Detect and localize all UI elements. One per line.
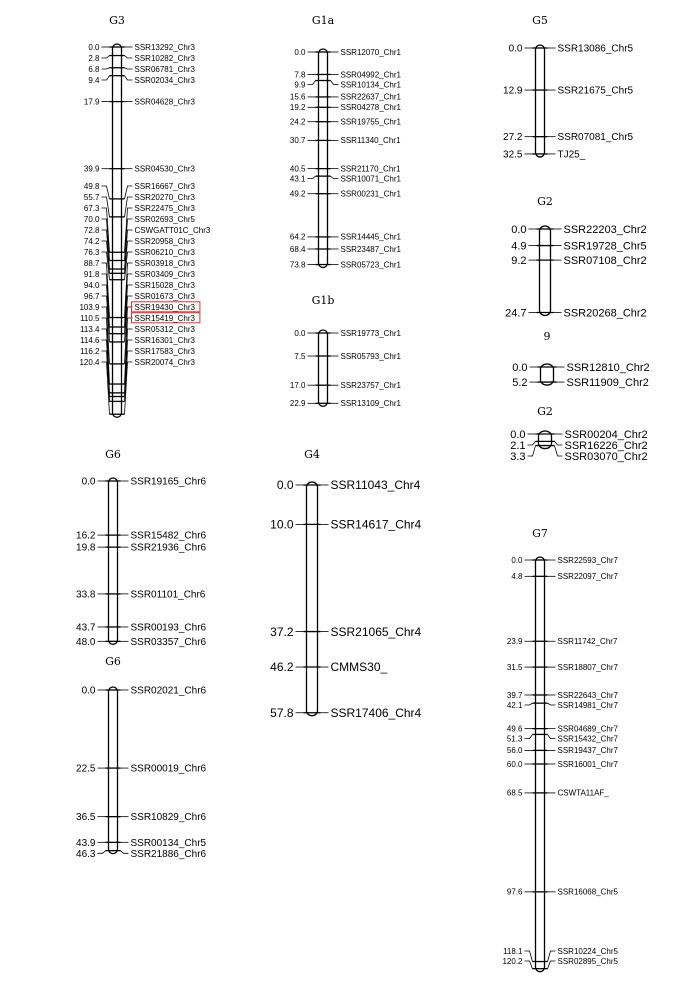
marker-position: 27.2 <box>503 132 523 144</box>
marker-name: SSR20268_Chr2 <box>563 307 647 320</box>
marker-name: SSR04530_Chr3 <box>134 164 195 174</box>
marker-position: 2.8 <box>88 53 100 63</box>
marker-name: SSR12810_Chr2 <box>566 361 650 374</box>
marker-name: SSR11043_Chr4 <box>330 478 421 493</box>
chromosome-bar <box>536 45 545 157</box>
marker-name: SSR14981_Chr7 <box>557 700 618 710</box>
chromosome-bar <box>540 226 551 315</box>
marker-name: SSR04992_Chr1 <box>340 70 401 80</box>
linkage-group-title: G5 <box>532 14 548 27</box>
marker-position: 49.2 <box>289 189 306 199</box>
marker-name: SSR22637_Chr1 <box>340 92 401 102</box>
marker-position: 22.9 <box>289 399 306 409</box>
marker-name: SSR19165_Chr6 <box>130 476 207 488</box>
marker-position: 23.9 <box>506 637 523 647</box>
marker-position: 0.0 <box>81 476 96 488</box>
marker-leader-left <box>525 734 533 738</box>
marker-position: 64.2 <box>289 232 306 242</box>
marker-position: 22.5 <box>76 763 96 775</box>
marker-leader-left <box>525 961 533 969</box>
marker-leader-right <box>125 68 133 69</box>
marker-name: SSR10224_Chr5 <box>557 946 618 956</box>
marker-name: SSR23487_Chr1 <box>340 244 401 254</box>
marker-name: SSR01101_Chr6 <box>130 589 206 601</box>
marker-name: SSR04689_Chr7 <box>557 724 618 734</box>
marker-position: 67.3 <box>83 203 100 213</box>
marker-leader-right <box>548 951 556 962</box>
marker-position: 39.9 <box>83 164 100 174</box>
marker-name: SSR02693_Chr5 <box>134 214 195 224</box>
marker-name: SSR22475_Chr3 <box>134 203 195 213</box>
marker-leader-left <box>102 76 110 80</box>
marker-leader-left <box>102 197 110 217</box>
linkage-group-title: G6 <box>105 448 121 461</box>
chromosome-bar <box>307 482 318 716</box>
marker-name: SSR15419_Chr3 <box>134 313 195 323</box>
marker-position: 0.0 <box>511 555 523 565</box>
marker-name: SSR13292_Chr3 <box>134 42 195 52</box>
marker-position: 4.8 <box>511 572 523 582</box>
marker-position: 48.0 <box>76 636 96 648</box>
marker-name: SSR14617_Chr4 <box>330 517 422 532</box>
marker-name: SSR01673_Chr3 <box>134 291 195 301</box>
marker-leader-right <box>121 851 129 854</box>
marker-position: 70.0 <box>83 214 100 224</box>
marker-position: 9.4 <box>88 75 100 85</box>
marker-name: SSR18807_Chr7 <box>557 662 618 672</box>
marker-name: SSR10829_Chr6 <box>130 812 207 824</box>
marker-position: 7.8 <box>294 70 306 80</box>
marker-name: SSR15028_Chr3 <box>134 280 195 290</box>
marker-leader-right <box>125 76 133 80</box>
linkage-group <box>270 448 421 720</box>
marker-position: 43.7 <box>76 622 96 634</box>
marker-position: 0.0 <box>512 361 528 374</box>
marker-position: 0.0 <box>81 685 96 697</box>
marker-leader-right <box>555 441 563 445</box>
marker-position: 46.3 <box>76 848 96 860</box>
linkage-group-title: G1a <box>311 14 335 27</box>
marker-leader-left <box>525 951 533 962</box>
marker-position: 116.2 <box>80 346 100 356</box>
marker-position: 88.7 <box>83 258 100 268</box>
marker-position: 0.0 <box>508 43 523 55</box>
marker-name: TJ25_ <box>557 149 586 161</box>
marker-name: SSR07081_Chr5 <box>557 132 634 144</box>
linkage-group <box>76 655 207 860</box>
linkage-group-title: G3 <box>109 14 125 27</box>
marker-position: 0.0 <box>294 328 306 338</box>
chromosome-bar <box>319 330 328 406</box>
marker-position: 30.7 <box>289 136 306 146</box>
marker-position: 16.2 <box>76 530 96 542</box>
marker-position: 114.6 <box>80 335 100 345</box>
marker-name: SSR22593_Chr7 <box>557 555 618 565</box>
marker-name: SSR13109_Chr1 <box>340 399 401 409</box>
marker-name: SSR07108_Chr2 <box>563 254 647 267</box>
marker-position: 120.2 <box>502 956 523 966</box>
marker-position: 103.9 <box>79 302 100 312</box>
marker-position: 68.4 <box>289 244 306 254</box>
marker-name: SSR13086_Chr5 <box>557 43 634 55</box>
linkage-group <box>290 294 402 408</box>
marker-position: 42.1 <box>506 700 523 710</box>
marker-position: 68.5 <box>506 788 523 798</box>
marker-leader-left <box>102 56 110 58</box>
marker-name: CSWGATT01C_Chr3 <box>134 225 211 235</box>
linkage-group <box>76 448 207 648</box>
marker-position: 72.8 <box>83 225 100 235</box>
marker-position: 97.6 <box>506 887 523 897</box>
marker-position: 43.9 <box>76 837 96 849</box>
marker-position: 37.2 <box>270 624 294 639</box>
marker-position: 76.3 <box>83 247 100 257</box>
marker-name: SSR15482_Chr6 <box>130 530 207 542</box>
marker-leader-right <box>125 56 133 58</box>
marker-name: SSR16226_Chr2 <box>564 439 648 452</box>
marker-position: 0.0 <box>511 223 527 236</box>
marker-name: SSR16301_Chr3 <box>134 335 195 345</box>
marker-name: SSR17583_Chr3 <box>134 346 195 356</box>
marker-name: SSR14445_Chr1 <box>340 232 401 242</box>
marker-leader-right <box>555 446 563 456</box>
chromosome-bar <box>109 687 118 854</box>
marker-position: 49.8 <box>83 181 100 191</box>
marker-leader-left <box>525 703 533 705</box>
linkage-group-title: G2 <box>537 405 553 418</box>
marker-leader-left <box>98 851 106 854</box>
marker-position: 36.5 <box>76 812 96 824</box>
marker-name: SSR02034_Chr3 <box>134 75 195 85</box>
marker-position: 96.7 <box>83 291 100 301</box>
marker-name: SSR03070_Chr2 <box>564 450 648 463</box>
linkage-groups-layer <box>76 14 650 972</box>
marker-leader-right <box>331 81 339 85</box>
marker-position: 57.8 <box>270 705 294 720</box>
marker-position: 56.0 <box>506 746 523 756</box>
linkage-group <box>512 330 649 389</box>
marker-name: SSR19773_Chr1 <box>340 328 401 338</box>
linkage-group <box>79 14 210 417</box>
marker-name: SSR19728_Chr5 <box>563 240 647 253</box>
marker-name: CSWTA11AF_ <box>557 788 609 798</box>
marker-position: 73.8 <box>289 260 306 270</box>
marker-position: 113.4 <box>80 324 100 334</box>
marker-name: SSR22643_Chr7 <box>557 690 618 700</box>
marker-name: SSR20074_Chr3 <box>134 357 195 367</box>
marker-name: SSR20270_Chr3 <box>134 192 195 202</box>
marker-name: SSR05312_Chr3 <box>134 324 195 334</box>
marker-name: SSR22203_Chr2 <box>563 223 647 236</box>
marker-name: SSR20958_Chr3 <box>134 236 195 246</box>
marker-leader-right <box>548 703 556 705</box>
marker-position: 40.5 <box>289 164 306 174</box>
marker-position: 43.1 <box>289 174 306 184</box>
marker-position: 51.3 <box>506 734 523 744</box>
marker-name: CMMS30_ <box>330 660 388 675</box>
marker-position: 46.2 <box>270 660 294 675</box>
marker-position: 19.2 <box>289 103 306 113</box>
marker-name: SSR04628_Chr3 <box>134 97 195 107</box>
marker-name: SSR06210_Chr3 <box>134 247 195 257</box>
marker-leader-left <box>308 81 316 85</box>
marker-name: SSR16667_Chr3 <box>134 181 195 191</box>
linkage-group <box>290 14 402 269</box>
marker-name: SSR10071_Chr1 <box>340 174 401 184</box>
marker-position: 31.5 <box>506 662 523 672</box>
linkage-group <box>502 527 618 972</box>
marker-position: 91.8 <box>83 269 100 279</box>
marker-name: SSR10134_Chr1 <box>340 80 401 90</box>
marker-position: 55.7 <box>83 192 100 202</box>
marker-position: 24.7 <box>505 307 527 320</box>
marker-position: 3.3 <box>510 450 526 463</box>
marker-name: SSR21170_Chr1 <box>340 164 401 174</box>
marker-position: 0.0 <box>294 47 306 57</box>
marker-name: SSR12070_Chr1 <box>340 47 401 57</box>
linkage-group <box>503 14 634 160</box>
linkage-group-title: G2 <box>537 195 553 208</box>
linkage-group-title: G7 <box>532 527 548 540</box>
marker-position: 60.0 <box>506 759 523 769</box>
marker-position: 118.1 <box>503 946 523 956</box>
marker-name: SSR00204_Chr2 <box>564 428 648 441</box>
marker-name: SSR16001_Chr7 <box>557 759 618 769</box>
marker-position: 0.0 <box>510 428 526 441</box>
marker-name: SSR15432_Chr7 <box>557 734 618 744</box>
chromosome-bar <box>319 49 328 268</box>
linkage-group <box>505 195 647 319</box>
marker-position: 2.1 <box>510 439 526 452</box>
marker-name: SSR03357_Chr6 <box>130 636 207 648</box>
marker-position: 74.2 <box>83 236 100 246</box>
marker-leader-right <box>548 961 556 969</box>
marker-name: SSR19755_Chr1 <box>340 117 401 127</box>
marker-position: 110.5 <box>80 313 100 323</box>
marker-position: 17.9 <box>83 97 100 107</box>
marker-position: 120.4 <box>79 357 100 367</box>
marker-leader-left <box>102 68 110 69</box>
marker-name: SSR17406_Chr4 <box>330 705 422 720</box>
marker-position: 0.0 <box>88 42 100 52</box>
marker-name: SSR21886_Chr6 <box>130 848 207 860</box>
marker-position: 94.0 <box>83 280 100 290</box>
linkage-group-title: G1b <box>311 294 335 307</box>
marker-position: 0.0 <box>276 478 294 493</box>
marker-name: SSR16068_Chr5 <box>557 887 618 897</box>
marker-name: SSR21675_Chr5 <box>557 85 634 97</box>
marker-position: 15.6 <box>289 92 306 102</box>
marker-name: SSR11742_Chr7 <box>557 637 618 647</box>
marker-leader-left <box>528 446 536 456</box>
marker-name: SSR06781_Chr3 <box>134 64 195 74</box>
marker-name: SSR00134_Chr5 <box>130 837 207 849</box>
marker-name: SSR02021_Chr6 <box>130 685 207 697</box>
marker-name: SSR21065_Chr4 <box>330 624 422 639</box>
marker-name: SSR03409_Chr3 <box>134 269 195 279</box>
marker-leader-right <box>331 176 339 179</box>
marker-name: SSR21936_Chr6 <box>130 542 207 554</box>
marker-name: SSR00231_Chr1 <box>340 189 401 199</box>
marker-name: SSR02895_Chr5 <box>557 956 618 966</box>
marker-position: 17.0 <box>289 380 306 390</box>
marker-position: 7.5 <box>294 351 306 361</box>
marker-name: SSR22097_Chr7 <box>557 572 618 582</box>
marker-name: SSR04278_Chr1 <box>340 103 401 113</box>
marker-position: 9.9 <box>294 80 306 90</box>
marker-name: SSR10282_Chr3 <box>134 53 195 63</box>
linkage-group-title: G6 <box>105 655 121 668</box>
marker-position: 32.5 <box>503 149 523 161</box>
marker-position: 12.9 <box>503 85 523 97</box>
marker-position: 33.8 <box>76 589 96 601</box>
marker-name: SSR19430_Chr3 <box>134 302 195 312</box>
marker-leader-left <box>528 441 536 445</box>
marker-name: SSR11909_Chr2 <box>566 376 649 389</box>
chromosome-bar <box>113 44 122 417</box>
marker-position: 5.2 <box>512 376 528 389</box>
marker-leader-right <box>125 197 133 217</box>
marker-position: 39.7 <box>506 690 523 700</box>
linkage-group-title: G4 <box>304 448 320 461</box>
marker-position: 4.9 <box>511 240 527 253</box>
linkage-group <box>510 405 647 463</box>
marker-name: SSR05793_Chr1 <box>340 351 401 361</box>
linkage-group-title: 9 <box>543 330 551 343</box>
chromosome-bar <box>109 478 118 644</box>
marker-position: 9.2 <box>511 254 527 267</box>
marker-position: 49.6 <box>506 724 523 734</box>
marker-name: SSR00019_Chr6 <box>130 763 207 775</box>
marker-leader-left <box>308 176 316 179</box>
marker-name: SSR03918_Chr3 <box>134 258 195 268</box>
marker-name: SSR19437_Chr7 <box>557 746 618 756</box>
marker-position: 24.2 <box>289 117 306 127</box>
marker-position: 6.8 <box>88 64 100 74</box>
marker-position: 19.8 <box>76 542 96 554</box>
marker-name: SSR00193_Chr6 <box>130 622 207 634</box>
marker-leader-right <box>548 734 556 738</box>
marker-name: SSR11340_Chr1 <box>340 136 401 146</box>
marker-name: SSR05723_Chr1 <box>340 260 401 270</box>
marker-name: SSR23757_Chr1 <box>340 380 401 390</box>
marker-position: 10.0 <box>270 517 294 532</box>
